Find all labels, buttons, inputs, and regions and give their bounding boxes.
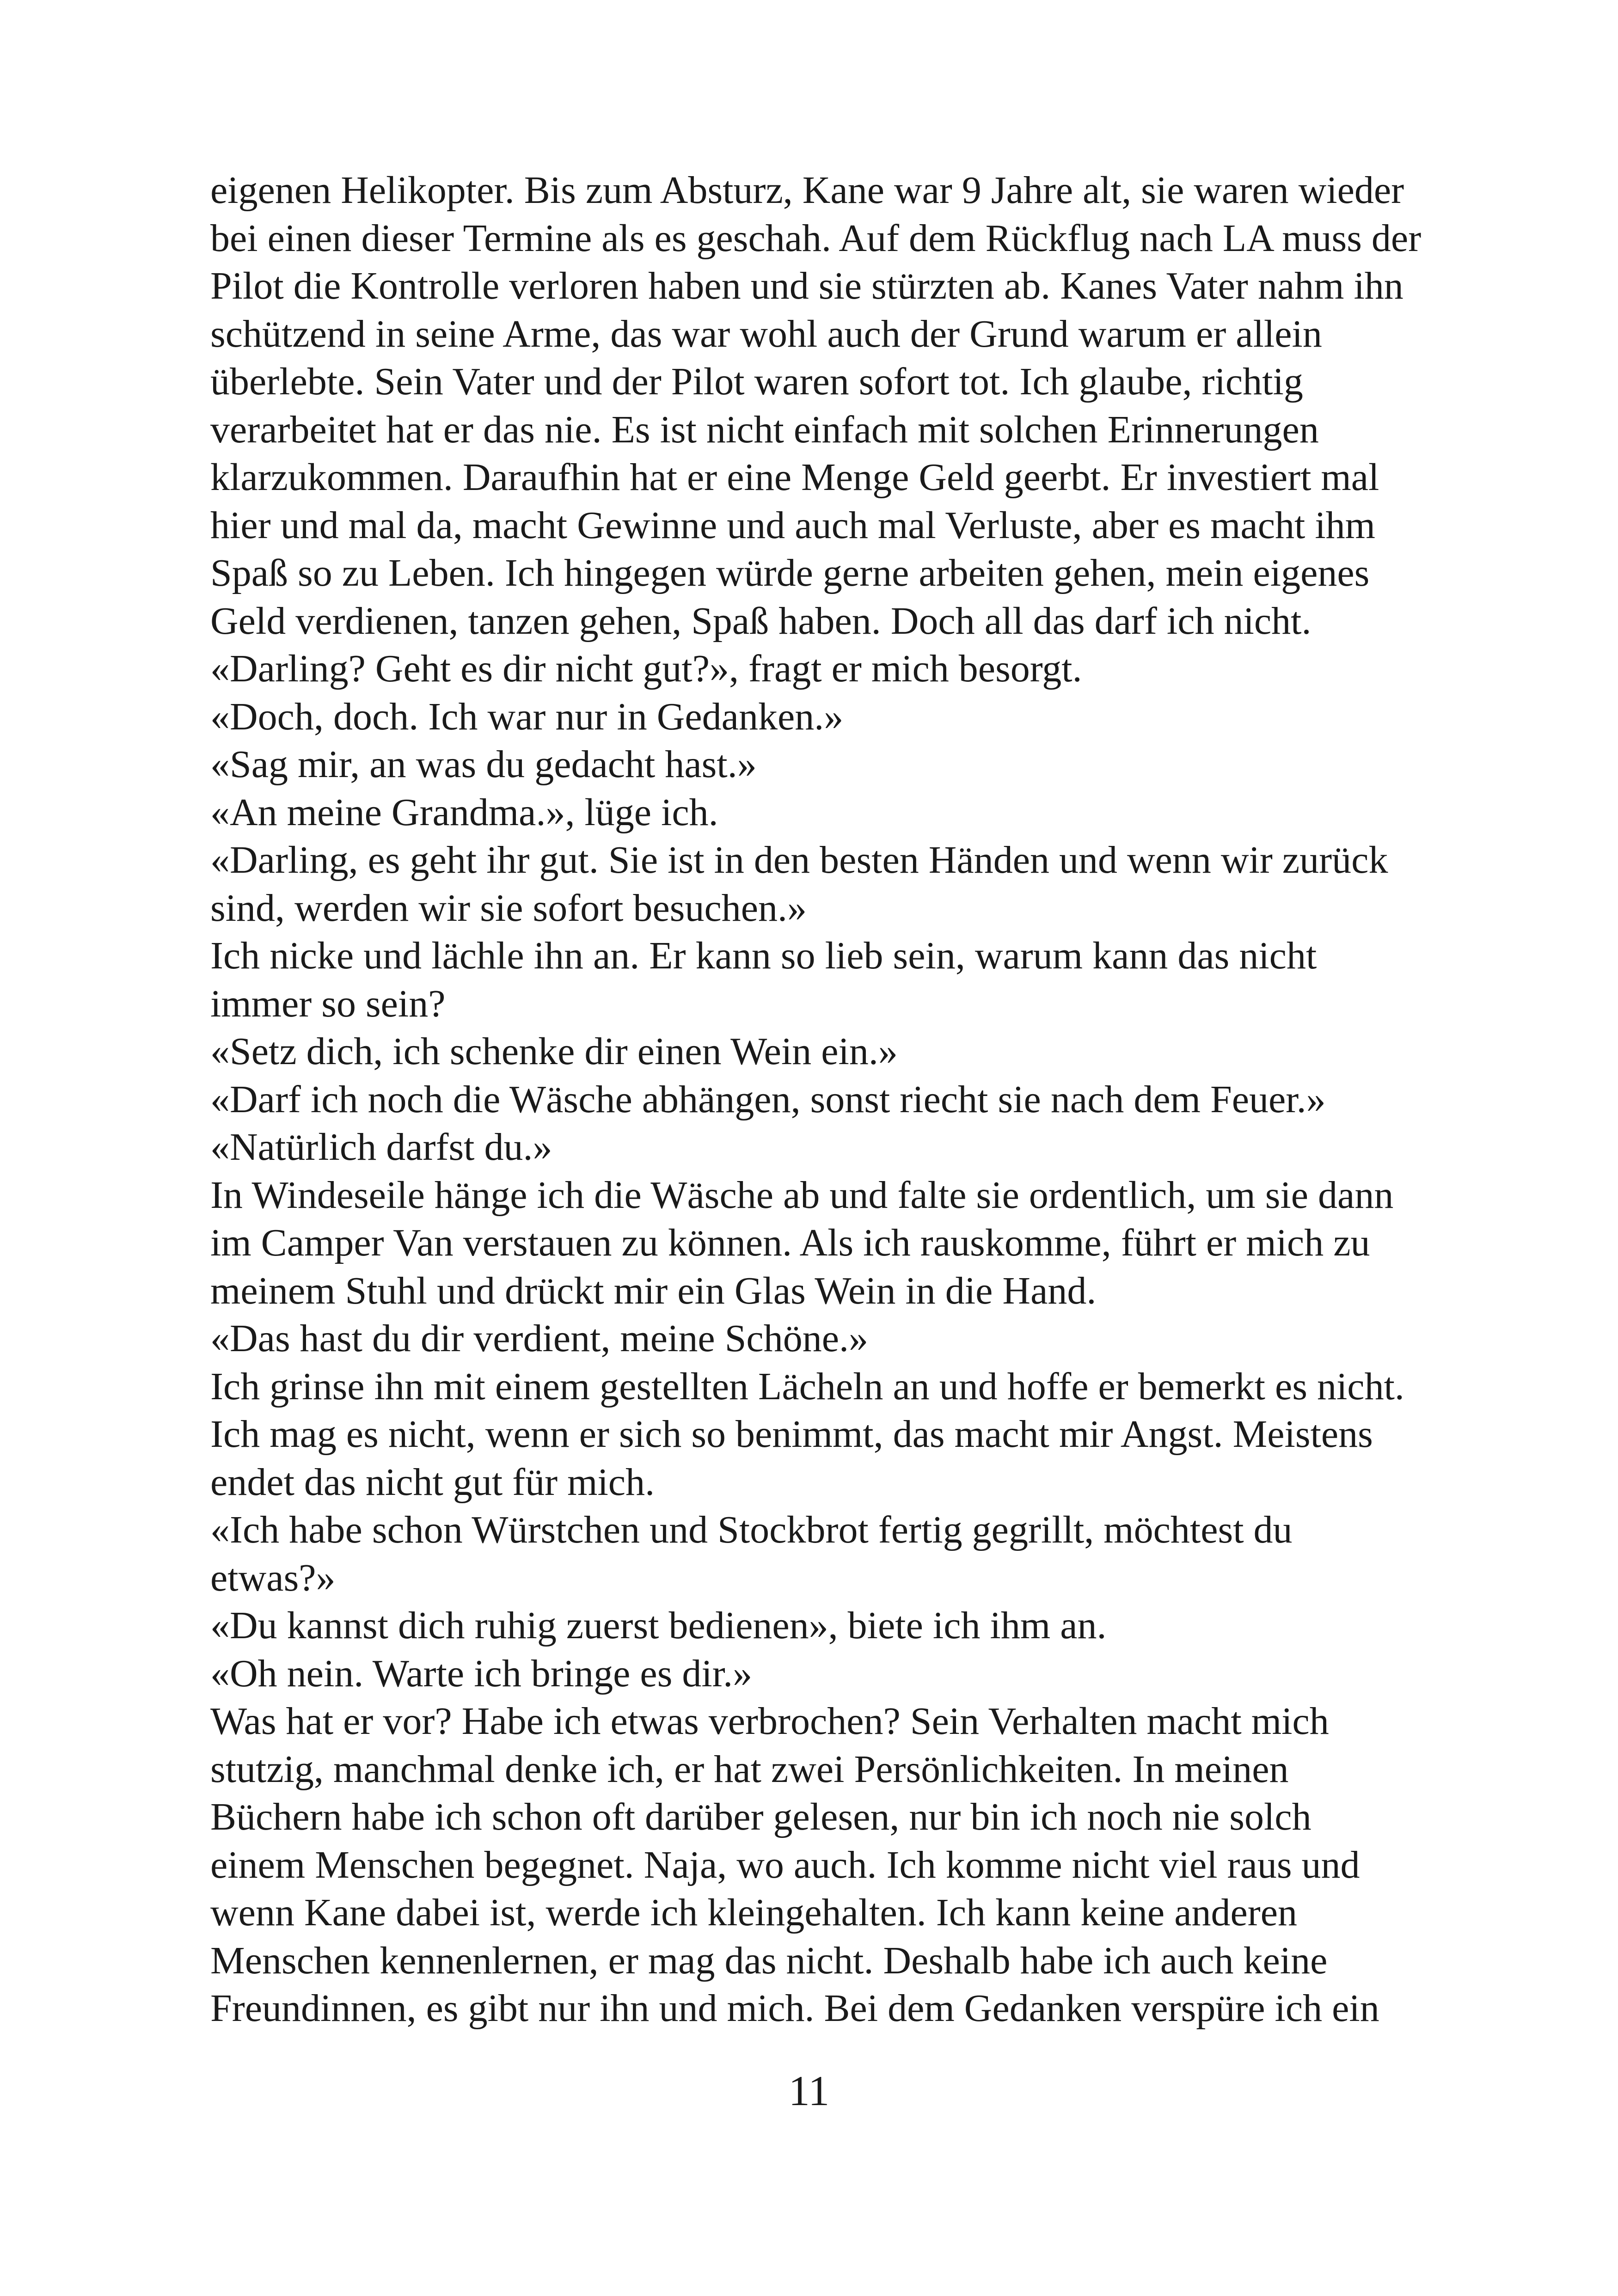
text-line: Ich mag es nicht, wenn er sich so benimmt, das macht mir Angst. Meistens xyxy=(210,1413,1373,1456)
text-line: Freundinnen, es gibt nur ihn und mich. Bei dem Gedanken verspüre ich ein xyxy=(210,1987,1379,2030)
text-line: endet das nicht gut für mich. xyxy=(210,1460,655,1504)
text-line: etwas?» xyxy=(210,1556,336,1599)
text-line: «Ich habe schon Würstchen und Stockbrot fertig gegrillt, möchtest du xyxy=(210,1508,1293,1551)
text-line: schützend in seine Arme, das war wohl auch der Grund warum er allein xyxy=(210,312,1322,355)
text-line: eigenen Helikopter. Bis zum Absturz, Kane war 9 Jahre alt, sie waren wieder xyxy=(210,169,1404,212)
text-line: Pilot die Kontrolle verloren haben und sie stürzten ab. Kanes Vater nahm ihn xyxy=(210,264,1403,307)
text-line: klarzukommen. Daraufhin hat er eine Menge Geld geerbt. Er investiert mal xyxy=(210,456,1379,499)
text-line: «Darling? Geht es dir nicht gut?», fragt er mich besorgt. xyxy=(210,647,1082,690)
text-line: «Sag mir, an was du gedacht hast.» xyxy=(210,743,757,786)
text-line: «Das hast du dir verdient, meine Schöne.» xyxy=(210,1317,868,1360)
text-line: «Du kannst dich ruhig zuerst bedienen», biete ich ihm an. xyxy=(210,1604,1107,1647)
text-line: In Windeseile hänge ich die Wäsche ab und falte sie ordentlich, um sie dann xyxy=(210,1173,1394,1217)
text-line: überlebte. Sein Vater und der Pilot waren sofort tot. Ich glaube, richtig xyxy=(210,360,1303,403)
text-line: Ich nicke und lächle ihn an. Er kann so lieb sein, warum kann das nicht xyxy=(210,934,1317,977)
text-line: hier und mal da, macht Gewinne und auch mal Verluste, aber es macht ihm xyxy=(210,503,1375,547)
text-line: Was hat er vor? Habe ich etwas verbrochen? Sein Verhalten macht mich xyxy=(210,1700,1329,1743)
text-line: sind, werden wir sie sofort besuchen.» xyxy=(210,886,807,930)
text-line: Spaß so zu Leben. Ich hingegen würde gerne arbeiten gehen, mein eigenes xyxy=(210,551,1370,594)
text-line: einem Menschen begegnet. Naja, wo auch. Ich komme nicht viel raus und xyxy=(210,1843,1360,1886)
text-line: «Doch, doch. Ich war nur in Gedanken.» xyxy=(210,695,844,738)
text-line: im Camper Van verstauen zu können. Als ich rauskomme, führt er mich zu xyxy=(210,1221,1370,1264)
text-line: «Setz dich, ich schenke dir einen Wein ein.» xyxy=(210,1030,898,1073)
body-text xyxy=(210,166,1477,2033)
text-line: Geld verdienen, tanzen gehen, Spaß haben. Doch all das darf ich nicht. xyxy=(210,599,1312,643)
text-line: Ich grinse ihn mit einem gestellten Lächeln an und hoffe er bemerkt es nicht. xyxy=(210,1365,1404,1408)
text-line: «Oh nein. Warte ich bringe es dir.» xyxy=(210,1652,753,1695)
text-line: meinem Stuhl und drückt mir ein Glas Wein in die Hand. xyxy=(210,1269,1097,1312)
text-line: «Natürlich darfst du.» xyxy=(210,1126,552,1169)
text-line: Menschen kennenlernen, er mag das nicht. Deshalb habe ich auch keine xyxy=(210,1939,1328,1982)
text-line: wenn Kane dabei ist, werde ich kleingehalten. Ich kann keine anderen xyxy=(210,1891,1298,1934)
text-line: «Darling, es geht ihr gut. Sie ist in den besten Händen und wenn wir zurück xyxy=(210,839,1388,882)
text-line: «An meine Grandma.», lüge ich. xyxy=(210,790,718,834)
text-line: «Darf ich noch die Wäsche abhängen, sonst riecht sie nach dem Feuer.» xyxy=(210,1078,1326,1121)
text-line: immer so sein? xyxy=(210,982,446,1025)
text-line: stutzig, manchmal denke ich, er hat zwei Persönlichkeiten. In meinen xyxy=(210,1747,1289,1791)
text-line: verarbeitet hat er das nie. Es ist nicht einfach mit solchen Erinnerungen xyxy=(210,408,1319,451)
text-line: Büchern habe ich schon oft darüber gelesen, nur bin ich noch nie solch xyxy=(210,1795,1312,1838)
text-line: bei einen dieser Termine als es geschah. Auf dem Rückflug nach LA muss der xyxy=(210,216,1422,260)
page-number: 11 xyxy=(788,2067,830,2114)
